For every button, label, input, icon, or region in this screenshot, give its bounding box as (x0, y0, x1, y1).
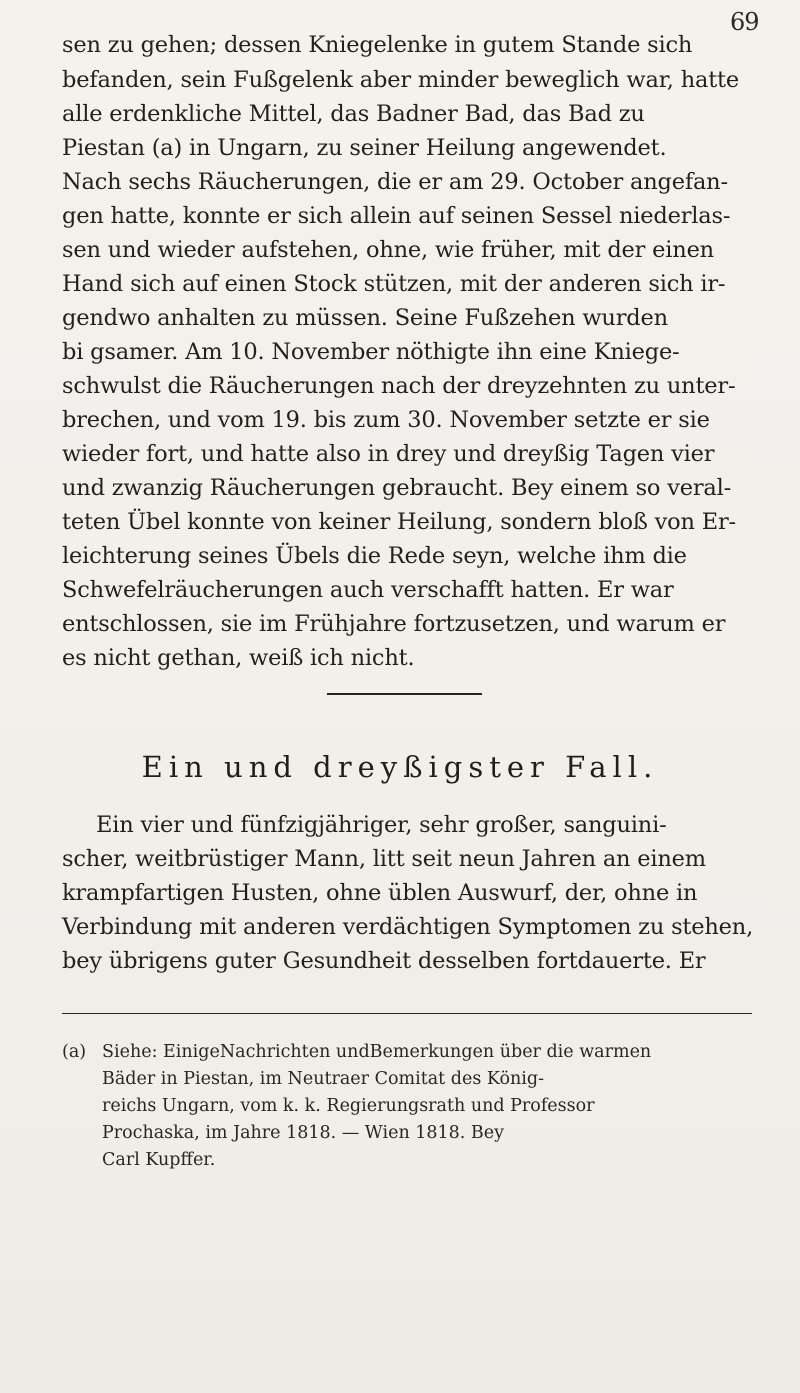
text-line: gen hatte, konnte er sich allein auf seinen Sessel niederlas- (62, 203, 731, 229)
footnote-line: Prochaska, im Jahre 1818. — Wien 1818. Bey (102, 1123, 505, 1143)
text-line: Schwefelräucherungen auch verschafft hatten. Er war (62, 577, 674, 603)
text-line: Nach sechs Räucherungen, die er am 29. October angefan- (62, 169, 728, 195)
text-line: es nicht gethan, weiß ich nicht. (62, 645, 415, 671)
section-divider (327, 693, 482, 695)
text-line: bey übrigens guter Gesundheit desselben fortdauerte. Er (62, 948, 706, 974)
section-heading: Ein und dreyßigster Fall. (141, 750, 659, 784)
text-line: Piestan (a) in Ungarn, zu seiner Heilung angewendet. (62, 135, 667, 161)
text-line: Hand sich auf einen Stock stützen, mit der anderen sich ir- (62, 271, 726, 297)
text-line: wieder fort, und hatte also in drey und dreyßig Tagen vier (62, 441, 715, 467)
text-line: scher, weitbrüstiger Mann, litt seit neun Jahren an einem (62, 846, 706, 872)
text-line: Verbindung mit anderen verdächtigen Symptomen zu stehen, (62, 914, 754, 940)
text-line: leichterung seines Übels die Rede seyn, welche ihm die (62, 543, 687, 569)
footnote-mark: (a) (62, 1042, 87, 1062)
text-line: schwulst die Räucherungen nach der dreyzehnten zu unter- (62, 373, 736, 399)
text-line: alle erdenkliche Mittel, das Badner Bad, das Bad zu (62, 101, 645, 127)
footnote-line: Siehe: EinigeNachrichten undBemerkungen über die warmen (102, 1042, 652, 1062)
text-line: brechen, und vom 19. bis zum 30. November setzte er sie (62, 407, 710, 433)
text-line: sen zu gehen; dessen Kniegelenke in gutem Stande sich (62, 32, 693, 58)
footnote-divider (62, 1013, 752, 1014)
page-number: 69 (730, 8, 759, 36)
text-line: befanden, sein Fußgelenk aber minder beweglich war, hatte (62, 67, 739, 93)
text-line: teten Übel konnte von keiner Heilung, sondern bloß von Er- (62, 509, 736, 535)
footnote-line: Carl Kupffer. (102, 1150, 216, 1170)
text-line: bi gsamer. Am 10. November nöthigte ihn eine Kniege- (62, 339, 680, 365)
text-line: krampfartigen Husten, ohne üblen Auswurf, der, ohne in (62, 880, 698, 906)
text-line: gendwo anhalten zu müssen. Seine Fußzehen wurden (62, 305, 668, 331)
text-line: entschlossen, sie im Frühjahre fortzusetzen, und warum er (62, 611, 726, 637)
text-line: und zwanzig Räucherungen gebraucht. Bey einem so veral- (62, 475, 732, 501)
footnote-line: Bäder in Piestan, im Neutraer Comitat des König- (102, 1069, 544, 1089)
text-line: Ein vier und fünfzigjähriger, sehr großer, sanguini- (96, 812, 667, 838)
text-line: sen und wieder aufstehen, ohne, wie früher, mit der einen (62, 237, 714, 263)
footnote-line: reichs Ungarn, vom k. k. Regierungsrath und Professor (102, 1096, 595, 1116)
